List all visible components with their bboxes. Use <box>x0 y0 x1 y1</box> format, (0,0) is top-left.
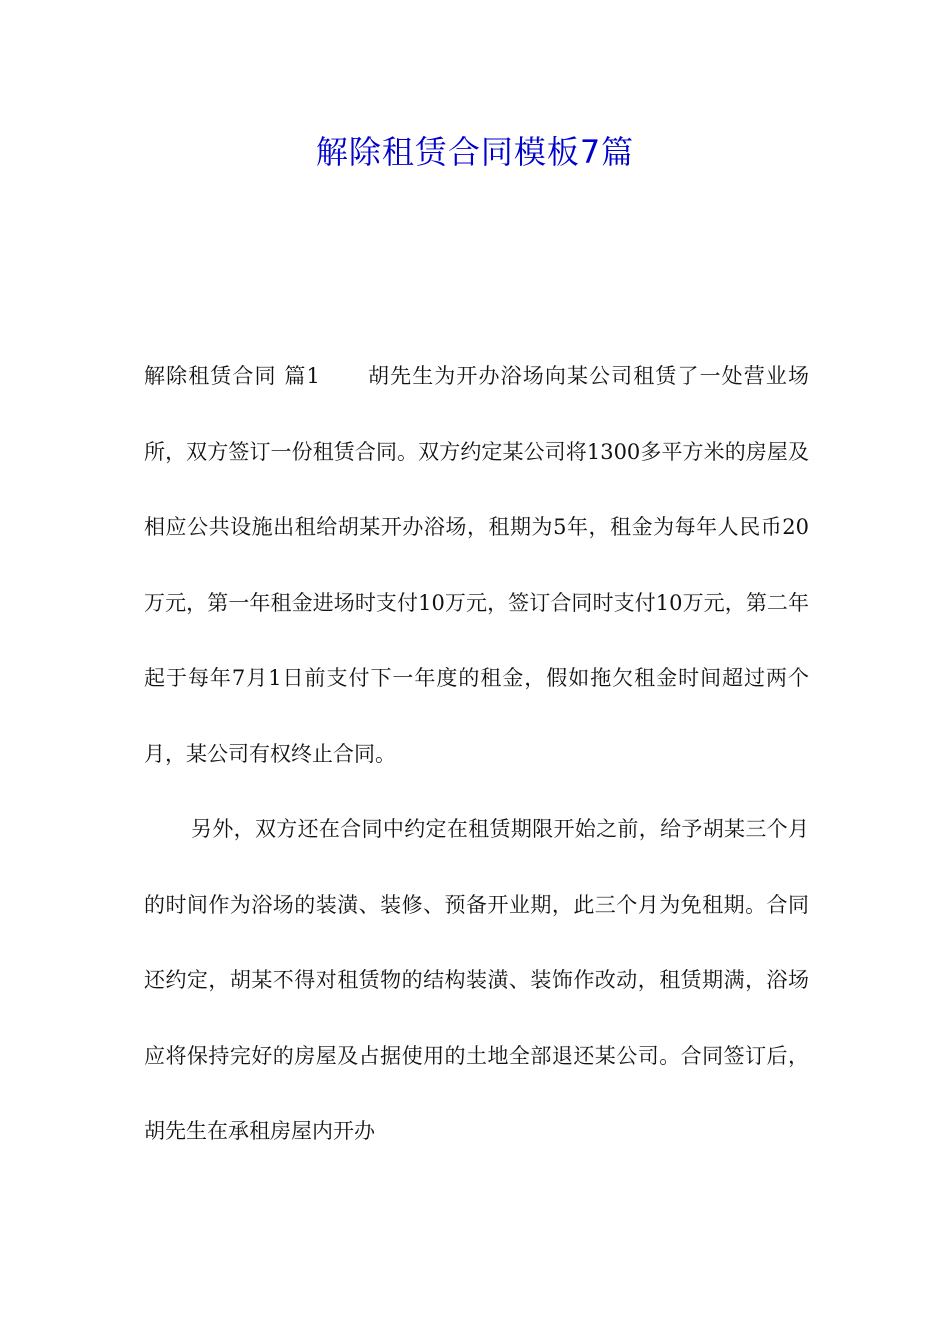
section-heading: 解除租赁合同 篇1 <box>144 364 320 388</box>
document-title: 解除租赁合同模板7篇 <box>315 133 635 171</box>
document-body <box>144 339 809 1170</box>
paragraph-2: 另外，双方还在合同中约定在租赁期限开始之前，给予胡某三个月的时间作为浴场的装潢、装修、预备开业期，此三个月为免租期。合同还约定，胡某不得对租赁物的结构装潢、装饰作改动，租赁期满，浴场应将保持完好的房屋及占据使用的土地全部退还某公司。合同签订后，胡先生在承租房屋内开办 <box>144 817 809 1143</box>
paragraph-1 <box>144 339 809 792</box>
paragraph-1-text: 胡先生为开办浴场向某公司租赁了一处营业场所，双方签订一份租赁合同。双方约定某公司将1300多平方米的房屋及相应公共设施出租给胡某开办浴场，租期为5年，租金为每年人民币20万元，第一年租金进场时支付10万元，签订合同时支付10万元，第二年起于每年7月1日前支付下一年度的租金，假如拖欠租金时间超过两个月，某公司有权终止合同。 <box>144 364 809 766</box>
